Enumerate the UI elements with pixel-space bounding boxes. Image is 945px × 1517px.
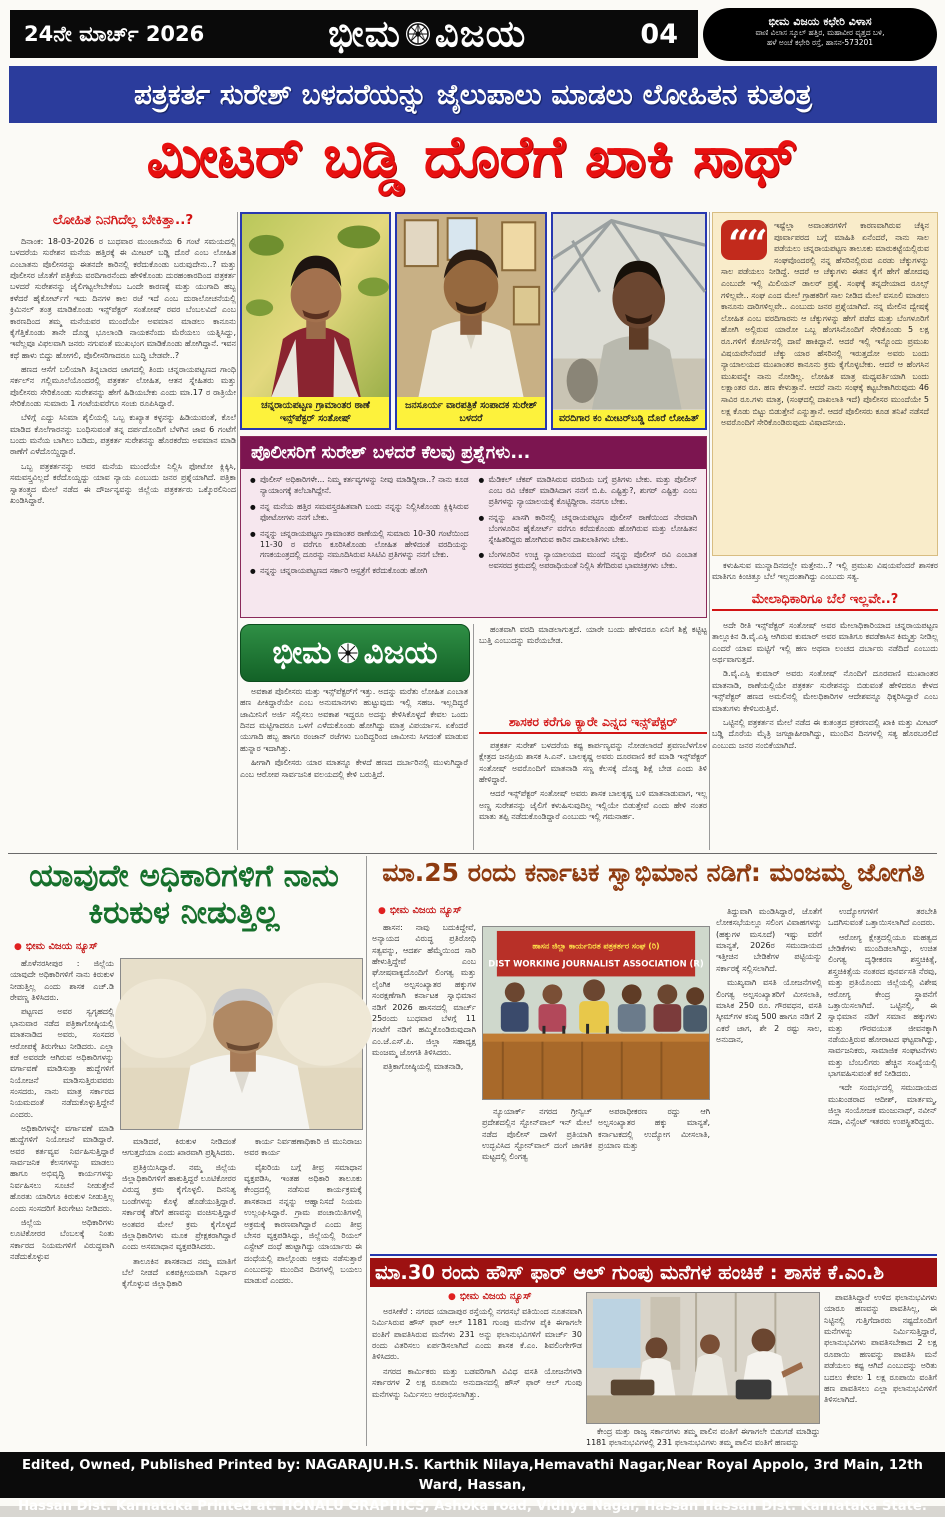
lead-right-top bbox=[712, 560, 938, 590]
masthead bbox=[214, 12, 640, 56]
question-item: ● ನನ್ನನ್ನು ಚನ್ನರಾಯಪಟ್ಟಣ ಗ್ರಾಮಾಂತರ ಠಾಣೆಯಲ್ಲಿ ಸುಮಾರು 10-30 ಗಂಟೆಯಿಂದ 11-30 ರ ವರೆಗೂ ಕೂರಿಸಿಕೊಂಡು ಲೋಹಿತ ಹೇಳಿದಂತೆ ವರದಿಯನ್ನು ಗಣಕಯಂತ್ರದಲ್ಲಿ ದೂರನ್ನು ನಮೂದಿಸಿರುವ ಸಿಸಿಟಿವಿ ಪ್ರತಿಗಳನ್ನು ನನಗೆ ಬೇಕು. bbox=[250, 529, 469, 562]
questions-box-title: ಪೊಲೀಸರಿಗೆ ಸುರೇಶ್ ಬಳದರೆ ಕೆಲವು ಪ್ರಶ್ನೆಗಳು... bbox=[241, 437, 706, 469]
imprint-line1: Edited, Owned, Published Printed by: NAGARAJU.H.S. Karthik Nilaya,Hemavathi Nagar,Near Royal Appolo, 3rd Main, 12th Ward, Hassan, bbox=[22, 1458, 923, 1494]
page-number: 04 bbox=[640, 18, 678, 50]
paragraph: ಹಾಸನ: ನಾವು ಬದುಕಿದ್ದೇವೆ, ಅನ್ಯಾಯದ ವಿರುದ್ಧ ಪ್ರತಿರೋಧಿ ಸತ್ವವನ್ನು, ಆದರ್ಶ ಹೆಮ್ಮೆಯಿಂದ ಸಾರಿ ಹೇಳುತ್ತಿದ್ದೇವೆ ಎಂಬ ಘೋಷವಾಕ್ಯದೊಂದಿಗೆ ಲಿಂಗತ್ವ ಮತ್ತು ಲೈಂಗಿಕ ಅಲ್ಪಸಂಖ್ಯಾತರ ಹಕ್ಕುಗಳ ಸಂರಕ್ಷಣೆಗಾಗಿ ಕರ್ನಾಟಕ ಸ್ವಾಭಿಮಾನ ನಡಿಗೆ 2026 ಹಾಸನದಲ್ಲಿ ಮಾರ್ಚ್ 25ರಂದು ಬುಧವಾರ ಬೆಳಗ್ಗೆ 11 ಗಂಟೆಗೆ ನಡಿಗೆ ಹಮ್ಮಿಕೊಂಡಿರುವುದಾಗಿ ಎಂ.ಜೆ.ಎಸ್.ಪಿ. ಜಿಲ್ಲಾ ಸಹಾಧ್ಯಕ್ಷ ಮಂಜಮ್ಮ ಜೋಗತಿ ತಿಳಿಸಿದರು. bbox=[372, 923, 476, 1057]
portrait-photo bbox=[242, 214, 389, 397]
paragraph: ಕಳುಹಿಸುವ ಮುನ್ನಾದಿನದಲ್ಲೇ ಮತ್ತೇನು..? ಇಲ್ಲಿ ಪ್ರಮುಖ ವಿಷಯವೆಂದರೆ ಶಾಸಕರ ಮಾತಿಗೂ ಕಿಂಚಿತ್ತೂ ಬೆಲೆ ಇಲ್ಲದಂತಾಗಿದ್ದು ಎಂಬುದು ಸತ್ಯ. bbox=[712, 561, 938, 582]
lead-subhead-2: ಶಾಸಕರ ಕರೆಗೂ ಕ್ಯಾರೇ ಎನ್ನದ ಇನ್ಸ್‌ಪೆಕ್ಟರ್ bbox=[479, 714, 707, 734]
bheema-vijaya-logo bbox=[240, 624, 470, 682]
quote-box bbox=[712, 212, 938, 556]
strap-headline: ಪತ್ರಕರ್ತ ಸುರೇಶ್ ಬಳದರೆಯನ್ನು ಜೈಲುಪಾಲು ಮಾಡಲು ಲೋಹಿತನ ಕುತಂತ್ರ bbox=[9, 66, 937, 123]
photo-mla-revanna bbox=[120, 958, 363, 1130]
main-headline: ಮೀಟರ್ ಬಡ್ಡಿ ದೊರೆಗೆ ಖಾಕಿ ಸಾಥ್ bbox=[146, 124, 799, 190]
harass-column-b bbox=[122, 1136, 236, 1444]
office-address-line1: ವಾಣಿ ವಿಲಾಸ ಸ್ಕೂಲ್ ಹತ್ತಿರ, ಮಹಾವೀರ ವೃತ್ತದ ಬಳಿ, bbox=[755, 28, 885, 38]
header-bar bbox=[10, 10, 698, 58]
paragraph: ಅಧಿಕಾರಿಗಳನ್ನೇ ವರ್ಗಾವಣೆ ಮಾಡಿ ಹುದ್ದೆಗಳಿಗೆ ನಿಯೋಜನೆ ಮಾಡಿದ್ದಾರೆ. ಅವರ ಕರ್ತವ್ಯವ ನಿರ್ವಹಿಸುತ್ತಿದ್ದಾರೆ ಸಾರ್ವಜನಿಕ ಕೆಲಸಗಳನ್ನು ಮಾಡಲು ಹಾಗೂ ಅಭಿವೃದ್ಧಿ ಕಾರ್ಯಗಳನ್ನು ನಿರ್ವಹಿಸಲು ಸೂಚನೆ ನೀಡುತ್ತೇನೆ ಹೊರತು ಯಾರಿಗೂ ಕಿರುಕುಳ ನೀಡುತ್ತಿಲ್ಲ ಎಂದು ಸಂಸದರಿಗೆ ತಿರುಗೇಟು ನೀಡಿದರು. bbox=[10, 1124, 114, 1213]
paragraph: ಆದರೆ ಇನ್ಸ್‌ಪೆಕ್ಟರ್ ಸಂತೋಷ್ ಅವರು ಶಾಸಕ ಬಾಲಕೃಷ್ಣ ಬಳಿ ಮಾತನಾಡುವಾಗ, ಇಲ್ಲ ಅಣ್ಣ ಸುರೇಶನನ್ನು ಜೈಲಿಗೆ ಕಳುಹಿಸುವುದಿಲ್ಲ ಇಲ್ಲಿಯೇ ಬಿಡುತ್ತೇವೆ ಎಂದು ಹೇಳಿ ನಂತರ ಮಾತು ತಪ್ಪಿ ನಡೆದುಕೊಂಡಿದ್ದಾರೆ ಎಂಬುದು ಇಲ್ಲಿ ಗಮನಾರ್ಹ. bbox=[479, 789, 707, 822]
paragraph: ಪತ್ರಕರ್ತ ಸುರೇಶ್ ಬಳದರೆಯ ಕಷ್ಟ ಕಾರ್ಪಣ್ಯವನ್ನು ನೋಡಲಾರದೆ ಶ್ರವಣಬೆಳಗೊಳ ಕ್ಷೇತ್ರದ ಜನಪ್ರಿಯ ಶಾಸಕ ಸಿ.ಎನ್. ಬಾಲಕೃಷ್ಣ ಅವರು ದೂರವಾಣಿ ಕರೆ ಮಾಡಿ ಇನ್ಸ್‌ಪೆಕ್ಟರ್ ಸಂತೋಷ್ ಅವರೊಂದಿಗೆ ಮಾತನಾಡಿ ಸಣ್ಣ ಕೆಲಸಕ್ಕೆ ದೊಡ್ಡ ಶಿಕ್ಷೆ ಬೇಡ ಎಂದು ತಿಳಿ ಹೇಳಿದ್ದಾರೆ. bbox=[479, 741, 707, 785]
photo-press-conference bbox=[482, 926, 710, 1100]
section-divider-blue bbox=[370, 1254, 937, 1256]
paragraph: ನ್ಯೂಯಾರ್ಕ್ ನಗರದ ಗ್ರೀನ್ವಿಚ್ ಪ್ರದೇಶದಲ್ಲಿನ ಸ್ಟೋನ್‌ವಾಲ್ ಇನ್ ಮೇಲೆ ನಡೆದ ಪೊಲೀಸ್ ದಾಳಿಗೆ ಪ್ರತಿಯಾಗಿ ಉದ್ಭವಿಸಿದ ಸ್ಟೋನ್‌ವಾಲ್ ದಂಗೆ ಜಾಗತಿಕ ಮಟ್ಟದಲ್ಲಿ ಲಿಂಗತ್ವ bbox=[482, 1107, 592, 1162]
quote-text: ಇಷ್ಟೆಲ್ಲಾ ಅವಾಂತರಗಳಿಗೆ ಕಾರಣವಾಗಿರುವ ಚೆಕ್ಕಿನ ಪೂರ್ವಾಪರದ ಬಗ್ಗೆ ಮಾಹಿತಿ ಏನೆಂದರೆ, ನಾನು ಸಾಲ ಪಡೆಯಲು ಚನ್ನರಾಯಪಟ್ಟಣ ತಾಲೂಕು ಮಾರುಕಟ್ಟೆಯಲ್ಲಿರುವ ಸಂಘವೊಂದರಲ್ಲಿ ನನ್ನ ಹೆಸರಿನಲ್ಲಿರುವ ಎರಡು ಚೆಕ್ಕುಗಳನ್ನು ಸಾಲ ಪಡೆಯಲು ನೀಡಿದ್ದೆ. ಆದರೆ ಆ ಚೆಕ್ಕುಗಳು ಈತನ ಕೈಗೆ ಹೇಗೆ ಹೋದವು ಎಂಬುದೇ ಇಲ್ಲಿ ಮಿಲಿಯನ್ ಡಾಲರ್ ಪ್ರಶ್ನೆ. ಸಂಘಕ್ಕೆ ತನ್ನದೇಯಾದ ರೂಲ್ಸ್ ಗಳಿಲ್ಲವೇ.. ಸಂಘ ಎಂದ ಮೇಲೆ ಗ್ರಾಹಕರಿಗೆ ಸಾಲ ನೀಡಿದ ಮೇಲೆ ವಸೂಲಿ ಮಾಡಲು ಕಾನೂನು ದಾರಿಗಳಿಲ್ಲವೇ.. ಎಂಬುದು ಜನರ ಪ್ರಶ್ನೆಯಾಗಿದೆ. ನನ್ನ ಮೇಲಿನ ದ್ವೇಷಕ್ಕೆ ಲೋಹಿತ ಎಂಬ ವರದಿಗಾರನು ಆ ಚೆಕ್ಕುಗಳನ್ನು ಹೇಗೆ ಪಡೆದ ಮತ್ತು ಬೆಂಗಳೂರಿಗೆ ಹೋಗಿ ಅಲ್ಲಿರುವ ಯಾರೋ ಒಬ್ಬ ಹೆಂಗಸಿನೊಂದಿಗೆ ಸೇರಿಕೊಂಡು 5 ಲಕ್ಷ ರೂ.ಗಳಿಗೆ ಕೋರ್ಟಿನಲ್ಲಿ ದಾವೆ ಹಾಕಿದ್ದಾನೆ. ಆದರೆ ಇಲ್ಲಿ ಇನ್ನೊಂದು ಪ್ರಮುಖ ವಿಷಯವೇನೆಂದರೆ ಚೆಕ್ಕು ಯಾರ ಹೆಸರಿನಲ್ಲಿ ಇರುತ್ತದೋ ಅವರು ಬಂದು ನ್ಯಾಯಾಲಯದ ಮುಖಾಂತರ ಕಾನೂನು ಕ್ರಮ ಕೈಗೊಳ್ಳಬೇಕು. ಆದರೆ ಆ ಹೆಂಗಸಿನ ಮುಖವನ್ನೇ ನಾನು ನೋಡಿಲ್ಲ. ಲೋಹಿತ ಮಾತ್ರ ಮಧ್ಯವರ್ತಿಯಾಗಿ ಬಂದು ಲಕ್ಷಾಂತರ ರೂ. ಹಣ ಕೇಳುತ್ತಾನೆ. ಆದರೆ ನಾನು ಸಂಘಕ್ಕೆ ಕಟ್ಟಬೇಕಾಗಿರುವುದು 46 ಸಾವಿರ ರೂ.ಗಳು ಮಾತ್ರ, (ಸಂಘದಲ್ಲಿ ದಾಖಲಾತಿ ಇದೆ) ಪೊಲೀಸರ ಮುಂದೆಯೇ 5 ಲಕ್ಷ ಕೊಡು ಬಿಟ್ಟು ಬಿಡುತ್ತೇನೆ ಎನ್ನುತ್ತಾನೆ. ಆದರೆ ಪೊಲೀಸರು ಕೂಡ ತನಿಖೆ ನಡೆಸದೆ ಅವರೊಂದಿಗೆ ಸೇರಿಕೊಂಡಿರುವುದು ವಿಷಾದನೀಯ. bbox=[721, 221, 929, 428]
press-banner-english: DIST WORKING JOURNALIST ASSOCIATION (R) bbox=[488, 958, 704, 969]
lead-mid-right-top bbox=[479, 624, 707, 712]
photo-caption: ವರದಿಗಾರ ಕಂ ಮೀಟರ್‌ಬಡ್ಡಿ ದೊರೆ ಲೋಹಿತ್ bbox=[553, 410, 705, 428]
column-rule bbox=[473, 624, 474, 850]
paragraph: ಅದೇ ರೀತಿ ಇನ್ಸ್‌ಪೆಕ್ಟರ್ ಸಂತೋಷ್ ಅವರ ಮೇಲಾಧಿಕಾರಿಯಾದ ಚನ್ನರಾಯಪಟ್ಟಣ ತಾಲ್ಲೂಕಿನ ಡಿ.ವೈ.ಎಸ್ಪಿ ಆಗಿರುವ ಕುಮಾರ್ ಅವರ ಮಾತಿಗೂ ಕವಡೆಕಾಸಿನ ಕಿಮ್ಮತ್ತು ನೀಡಿಲ್ಲ ಎಂದರೆ ಯಾವ ಮಟ್ಟಿಗೆ ಇಲ್ಲಿ ಹಣ ಅಥವಾ ಲಂಚದ ದರ್ಬಾರು ನಡೆದಿದೆ ಎಂಬುದು ಅರ್ಥವಾಗುತ್ತದೆ. bbox=[712, 621, 938, 665]
portrait-photo bbox=[397, 214, 545, 397]
byline: ● ಭೀಮ ವಿಜಯ ನ್ಯೂಸ್ bbox=[378, 905, 462, 916]
photo-reporter-lohith bbox=[551, 212, 707, 430]
paragraph: ಮುಖ್ಯವಾಗಿ ವಸತಿ ಯೋಜನೆಗಳಲ್ಲಿ ಲಿಂಗತ್ವ ಅಲ್ಪಸಂಖ್ಯಾತರಿಗೆ ಮೀಸಲಾತಿ, ಮಾಸಿಕ 250 ರೂ. ಗೌರವಧನ, ವಸತಿ ಸ್ಕೀಮ್‌ಗಳ ಕನಿಷ್ಠ 500 ಹಾಗೂ ನಡಿಗೆ 2 ಎಕರೆ ಜಾಗ, ಶೇ 2 ರಷ್ಟು ಸಾಲ, ಅನುದಾನ, bbox=[716, 978, 822, 1044]
masthead-right: ವಿಜಯ bbox=[434, 12, 527, 55]
logo-right: ವಿಜಯ bbox=[363, 634, 438, 671]
harass-column-a bbox=[10, 958, 114, 1444]
paragraph: ನಗರದ ಕಾರ್ಮಿಕರು ಮತ್ತು ಬಡವರಿಗಾಗಿ ವಿವಿಧ ವಸತಿ ಯೋಜನೆಗಳಡಿ ಸರ್ಕಾರಗಳ 2 ಲಕ್ಷ ರೂಪಾಯಿ ಅನುದಾನದಲ್ಲಿ ಹೌಸ್ ಫಾರ್ ಆಲ್ ಗುಂಪು ಮನೆಗಳನ್ನು ನಿರ್ಮಿಸಲು ಆರಂಭಿಸಲಾಗಿತ್ತು. bbox=[372, 1366, 582, 1399]
masthead-left: ಭೀಮ bbox=[328, 12, 401, 55]
lead-mid-left-column bbox=[240, 686, 468, 850]
paragraph: ಅಪರಾಧೀಕರಣ ರದ್ದು ಆಗಿ ಅಲ್ಪಸಂಖ್ಯಾತರ ಹಕ್ಕು ಮಾನ್ಯತೆ, ಕರ್ನಾಟಕದಲ್ಲಿ ಉದ್ಯೋಗ ಮೀಸಲಾತಿ, ಪ್ರಯಾಣ ಮತ್ತು bbox=[598, 1107, 710, 1151]
walk-column-e bbox=[828, 906, 937, 1252]
paragraph: ತಾಲೂಕಿನ ಶಾಸಕನಾದ ನಮ್ಮ ಮಾತಿಗೆ ಬೆಲೆ ನೀಡದೆ ಏಕಪಕ್ಷೀಯವಾಗಿ ನಿರ್ಧಾರ ಕೈಗೊಳ್ಳುವ ಜಿಲ್ಲಾಧಿಕಾರಿ bbox=[122, 1256, 236, 1289]
paragraph: ಕಾರ್ಯ ನಿರ್ವಹಣಾಧಿಕಾರಿ ಜಿ ಮುನಿರಾಜು ಅವರ ಕಾರ್ಯ bbox=[244, 1137, 362, 1158]
houses-column-b bbox=[824, 1292, 937, 1446]
questions-list-left bbox=[250, 475, 469, 582]
question-item: ● ನನ್ನನ್ನು ಚನ್ನರಾಯಪಟ್ಟಣದ ಸರ್ಕಾರಿ ಆಸ್ಪತ್ರೆಗೆ ಕರೆದುಕೊಂಡು ಹೋಗಿ bbox=[250, 566, 469, 577]
office-address-line2: ಹಳೆ ಅಂಚೆ ಕಛೇರಿ ರಸ್ತೆ, ಹಾಸನ-573201 bbox=[766, 37, 874, 47]
paragraph: ಪಟ್ಟಣದ ಅವರ ಸ್ವಗೃಹದಲ್ಲಿ ಭಾನುವಾರ ನಡೆದ ಪತ್ರಿಕಾಗೋಷ್ಠಿಯಲ್ಲಿ ಮಾತನಾಡಿದ ಅವರು, ಸಂಸದರ ಆರೋಪಕ್ಕೆ ತಿರುಗೇಟು ನೀಡಿದರು. ಎಲ್ಲಾ ಕಡೆ ಅವರದೇ ಆಗಿರುವ ಅಧಿಕಾರಿಗಳನ್ನು ವರ್ಗಾವಣೆ ಮಾಡಿಸುತ್ತಾ ಹುದ್ದೆಗಳಿಗೆ ನಿಯೋಜನೆ ಮಾಡಿಸುತ್ತಿರುವವರು ಸಂಸದರು, ನಾನು ಮಾತ್ರ ಸರ್ಕಾರದ ನಿಯಮದಂತೆ ನಡೆದುಕೊಳ್ಳುತ್ತಿದ್ದೇನೆ ಎಂದರು. bbox=[10, 1007, 114, 1119]
office-address-box bbox=[703, 8, 937, 61]
paragraph: ಹಣದ ಆಸೆಗೆ ಬಲಿಯಾಗಿ ತಿನ್ನಬಾರದ ಜಾಗದಲ್ಲಿ ತಿಂದು ಚನ್ನರಾಯಪಟ್ಟಣದ ಗಾಂಧಿ ಸರ್ಕಲ್‌ನ ಗಲ್ಲಿಮೂಲೆಯೊಂದರಲ್ಲಿ ಪತ್ರಕರ್ತ ಲೋಹಿತ, ಆತನ ಸ್ನೇಹಿತರು ಮತ್ತು ಪೊಲೀಸರು ಸೇರಿಕೊಂಡು ಸುರೇಶನನ್ನು ಹೇಗೆ ಹಿಡಿಯಬೇಕು ಎಂದು ಮಾ.17 ರ ರಾತ್ರಿಯೇ ಸೇರಿಕೊಂಡು ಸುಮಾರು 1 ಗಂಟೆಯವರೆಗೂ ಸಂಚು ರೂಪಿಸಿದ್ದಾರೆ. bbox=[10, 364, 236, 409]
section-divider bbox=[8, 853, 937, 854]
paragraph: ಅವಕಾಶ ಪೊಲೀಸರು ಮತ್ತು ಇನ್ಸ್‌ಪೆಕ್ಟರ್‌ಗೆ ಇತ್ತು. ಅದನ್ನು ಮರೆತು ಲೋಹಿತ ಎಂಬಾತ ಹಣ ಪೀಕಿದ್ದಾರೆಯೇ ಎಂಬ ಅನುಮಾನಗಳು ಹುಟ್ಟುವುದು ಇಲ್ಲಿ ಸಹಜ. ಇಲ್ಲದಿದ್ದರೆ ಜಾಮೀನಿಗೆ ಅರ್ಜಿ ಸಲ್ಲಿಸಲು ಅವಕಾಶ ಇದ್ದರೂ ಅದನ್ನು ಕೇಳಿಸಿಕೊಳ್ಳದೆ ಕೇವಲ ಒಂದು ದಿನದ ಮಟ್ಟಿಗಾದರೂ ಒಳಗೆ ಎಳೆದುಕೊಂಡು ಹೋಗಿದ್ದು ಮಾತ್ರ ವಿಪರ್ಯಾಸ. ಏಕೆಂದರೆ ಯುಗಾದಿ ಹಬ್ಬ ಹಾಗೂ ರಂಜಾನ್ ರಜೆಗಳು ಬಂದಿದ್ದರಿಂದ ಜಾಮೀನು ಸಿಗದಂತೆ ಮಾಡುವ ಹುನ್ನಾರ ಇದಾಗಿತ್ತು. bbox=[240, 687, 468, 753]
questions-list-right bbox=[479, 475, 698, 582]
paragraph: ಹೊಳೆನರಸೀಪುರ : ಜಿಲ್ಲೆಯ ಯಾವುದೇ ಅಧಿಕಾರಿಗಳಿಗೆ ನಾನು ಕಿರುಕುಳ ನೀಡುತ್ತಿಲ್ಲ ಎಂದು ಶಾಸಕ ಎಚ್.ಡಿ ರೇವಣ್ಣ ತಿಳಿಸಿದರು. bbox=[10, 959, 114, 1003]
photo-editor-suresh bbox=[395, 212, 547, 430]
harass-column-c bbox=[244, 1136, 362, 1444]
walk-column-d bbox=[716, 906, 822, 1252]
imprint-line2: Hassan Dist. Karnataka Printed at: HONALU GRAPHICS, Ashoka road, Vidhya Nagar, Hassan Hassan Dist. Karnataka State. bbox=[18, 1498, 927, 1514]
lead-column-1 bbox=[10, 236, 236, 850]
logo-left: ಭೀಮ bbox=[272, 634, 332, 671]
lead-subhead-1: ಲೋಹಿತ ನಿನಗಿದೆಲ್ಲ ಬೇಕಿತ್ತಾ..? bbox=[52, 212, 194, 228]
question-item: ● ನನ್ನನ್ನು ಖಾಸಗಿ ಕಾರಿನಲ್ಲಿ ಚನ್ನರಾಯಪಟ್ಟಣ ಪೊಲೀಸ್ ಠಾಣೆಯಿಂದ ನೇರವಾಗಿ ಬೆಂಗಳೂರಿನ ಹೈಕೋರ್ಟ್ ವರೆಗೂ ಕರೆದುಕೊಂಡು ಹೋಗಿರುವ ಮತ್ತು ಲೋಹಿತನ ಸ್ನೇಹಿತರಿದ್ದರು ಹೋಗಿರುವ ಕಾರಿನ ದಾಖಲಾತಿಗಳು ಬೇಕು. bbox=[479, 513, 698, 546]
question-item: ● ಪೊಲೀಸ್ ಅಧಿಕಾರಿಗಳೇ... ನಿಮ್ಮ ಕರ್ತವ್ಯಗಳನ್ನು ನೀವು ಮಾಡಿದ್ದೀರಾ..? ನಾನು ಕೂಡ ನ್ಯಾಯಾಂಗಕ್ಕೆ ತಲೆಬಾಗಿದ್ದೇನೆ. bbox=[250, 475, 469, 497]
paragraph: ಅರಸೀಕೆರೆ : ನಗರದ ಯಾದಾಪುರ ರಸ್ತೆಯಲ್ಲಿ ನಗರಸಭೆ ವತಿಯಿಂದ ನೂತನವಾಗಿ ನಿರ್ಮಿಸಿರುವ ಹೌಸ್ ಫಾರ್ ಆಲ್ 1181 ಗುಂಪು ಮನೆಗಳ ಪೈಕಿ ಈಗಾಗಲೇ ವಂತಿಗೆ ಪಾವತಿಸಿರುವ ಮನೆಗಳು 231 ಅನ್ನು ಫಲಾನುಭವಿಗಳಿಗೆ ಮಾರ್ಚ್ 30 ರಂದು ವಿತರಿಸಲು ಏರ್ಪಡಿಸಲಾಗಿದೆ ಎಂದು ಶಾಸಕ ಕೆ.ಎಂ. ಶಿವಲಿಂಗೇಗೌಡ ತಿಳಿಸಿದರು. bbox=[372, 1307, 582, 1362]
paragraph: ಆರೋಗ್ಯ ಕ್ಷೇತ್ರದಲ್ಲಿಯೂ ಮಹತ್ವದ ಬೇಡಿಕೆಗಳು ಮುಂದಿಡಲಾಗಿದ್ದು, ಉಚಿತ ಲಿಂಗತ್ವ ದೃಢೀಕರಣ ಶಸ್ತ್ರಚಿಕಿತ್ಸೆ, ಶಸ್ತ್ರಚಿಕಿತ್ಸೆಯ ನಂತರದ ಪುನರ್ವಸತಿ ನೆರವು, ಮತ್ತು ಪ್ರತಿಯೊಂದು ಜಿಲ್ಲೆಯಲ್ಲಿ ವಿಶೇಷ ಆರೋಗ್ಯ ಕೇಂದ್ರ ಸ್ಥಾಪನೆಗೆ ಒತ್ತಾಯಿಸಲಾಗಿದೆ. ಒಟ್ಟಿನಲ್ಲಿ, ಈ ಸ್ವಾಭಿಮಾನ ನಡಿಗೆ ಸಮಾನ ಹಕ್ಕುಗಳು ಮತ್ತು ಗೌರವಯುತ ಜೀವನಕ್ಕಾಗಿ ನಡೆಯುತ್ತಿರುವ ಹೋರಾಟದ ಘಟ್ಟವಾಗಿದ್ದು, ಸಾರ್ವಜನಿಕರು, ಸಾಮಾಜಿಕ ಸಂಘಟನೆಗಳು ಮತ್ತು ಬೆಂಬಲಿಗರು ಹೆಚ್ಚಿನ ಸಂಖ್ಯೆಯಲ್ಲಿ ಭಾಗವಹಿಸುವಂತೆ ಕರೆ ನೀಡಿದರು. bbox=[828, 932, 937, 1079]
paragraph: ಹೀಗಾಗಿ ಪೊಲೀಸರು ಯಾರ ಮಾತನ್ನೂ ಕೇಳದೆ ಹಣದ ದರ್ಬಾರಿನಲ್ಲಿ ಮುಳುಗಿದ್ದಾರೆ ಎಂಬ ಆರೋಪ ಸಾರ್ವಜನಿಕ ವಲಯದಲ್ಲಿ ಕೇಳಿ ಬರುತ್ತಿದೆ. bbox=[240, 758, 468, 779]
questions-box bbox=[240, 436, 707, 618]
paragraph: ವೈಖರಿಯ ಬಗ್ಗೆ ತೀವ್ರ ಸಮಾಧಾನ ವ್ಯಕ್ತಪಡಿಸಿ, ಇಂತಹ ಅಧಿಕಾರಿ ತಾಲೂಕು ಕೇಂದ್ರದಲ್ಲಿ ನಡೆಸುವ ಕಾರ್ಯಕ್ರಮಕ್ಕೆ ಶಾಸಕನಾದ ನನ್ನನ್ನು ಆಹ್ವಾನಿಸದೆ ನಿಯಮ ಉಲ್ಲಂಘಿಸಿದ್ದಾರೆ. ಗ್ರಾಮ ಪಂಚಾಯಿತಿಗಳಲ್ಲಿ ಅಕ್ರಮಕ್ಕೆ ಕಾರಣವಾಗಿದ್ದಾರೆ ಎಂದು ತೀವ್ರ ಬೇಸರ ವ್ಯಕ್ತಪಡಿಸಿದ್ದು, ಜಿಲ್ಲೆಯಲ್ಲಿ ರಿಯಲ್ ಎಸ್ಟೇಟ್ ದಂಧೆ ಹುಟ್ಟಾಗಿದ್ದು ಯಾರ್ಯಾರು ಈ ದಂಧೆಯಲ್ಲಿ ಪಾಲ್ಗೊಂಡು ಅಕ್ರಮ ನಡೆಸುತ್ತಾರೆ ಎಂಬುದನ್ನು ಮುಂದಿನ ದಿನಗಳಲ್ಲಿ ಬಯಲು ಮಾಡುವೆ ಎಂದರು. bbox=[244, 1162, 362, 1286]
houses-column-a bbox=[372, 1306, 582, 1446]
paragraph: ಪ್ರತಿಕ್ರಿಯಿಸಿದ್ದಾರೆ. ನಮ್ಮ ಜಿಲ್ಲೆಯ ಜಿಲ್ಲಾಧಿಕಾರಿಗಳಿಗೆ ಹಾಕುತ್ತಿದ್ದರೆ ಲೂಟಿಕೋರರ ವಿರುದ್ಧ ಕ್ರಮ ಕೈಗೊಳ್ಳಲಿ. ದಿನನಿತ್ಯ ಬಂಡೆಗಳನ್ನು ಕೊಳ್ಳೆ ಹೊಡೆಯುತ್ತಿದ್ದಾರೆ. ಸರ್ಕಾರಕ್ಕೆ ತೆರಿಗೆ ಹಣವನ್ನು ವಂಚಿಸುತ್ತಿದ್ದಾರೆ ಅಂತವರ ಮೇಲೆ ಕ್ರಮ ಕೈಗೊಳ್ಳದೆ ಜಿಲ್ಲಾಧಿಕಾರಿಗಳು ಮೂಕ ಪ್ರೇಕ್ಷಕರಾಗಿದ್ದಾರೆ ಎಂದು ಅಸಮಾಧಾನ ವ್ಯಕ್ತಪಡಿಸಿದರು. bbox=[122, 1162, 236, 1252]
imprint-footer bbox=[0, 1452, 945, 1514]
paragraph: ಕೇಂದ್ರ ಮತ್ತು ರಾಜ್ಯ ಸರ್ಕಾರಗಳು ತಮ್ಮ ಪಾಲಿನ ವಂತಿಗೆ ಈಗಾಗಲೇ ಬಿಡುಗಡೆ ಮಾಡಿದ್ದು 1181 ಫಲಾನುಭವಿಗಳಲ್ಲಿ 231 ಫಲಾನುಭವಿಗಳು ತಮ್ಮ ಪಾಲಿನ ವಂತಿಗೆ ಹಣವನ್ನು bbox=[586, 1427, 820, 1448]
houses-under-photo bbox=[586, 1426, 820, 1446]
photo-caption: ಜನಸೂರ್ಯ ವಾರಪತ್ರಿಕೆ ಸಂಪಾದಕ ಸುರೇಶ್ ಬಳದರೆ bbox=[397, 397, 545, 428]
walk-column-b bbox=[482, 1106, 592, 1252]
question-item: ● ಮೆಡಿಕಲ್ ಚೆಕಪ್ ಮಾಡಿಸಿರುವ ವರದಿಯ ಬಗ್ಗೆ ಪ್ರತಿಗಳು ಬೇಕು. ಮತ್ತು ಪೊಲೀಸ್ ಎಂಬ ರವಿ ಚೆಕಪ್ ಮಾಡಿಸಿದಾಗ ನನಗೆ ಬಿ.ಪಿ. ಎಷ್ಟಿತ್ತು?, ಶುಗರ್ ಎಷ್ಟಿತ್ತು ಎಂಬ ಪ್ರತಿಗಳನ್ನು ನ್ಯಾಯಾಲಯಕ್ಕೆ ಕೊಟ್ಟಿದ್ದೀರಾ. ನನಗೂ ಬೇಕು. bbox=[479, 475, 698, 508]
walk-column-c bbox=[598, 1106, 710, 1252]
paragraph: ತಿದ್ದುವಾಗಿ ಮಂಡಿಸಿದ್ದಾರೆ, ಜೊತೆಗೆ ಲೋಕಸಭೆಯಲ್ಲೂ ಸಲಿಂಗ ವಿವಾಹಗಳನ್ನು (ಹಕ್ಕುಗಳ ಮಸೂದೆ) ಇಷ್ಟು ವರೆಗೆ ಮಾನ್ಯತೆ, 2026ರ ಸಮುದಾಯದ ಇತ್ತೀಚಿನ ಬೇಡಿಕೆಗಳ ಪಟ್ಟಿಯನ್ನು ಸರ್ಕಾರಕ್ಕೆ ಸಲ್ಲಿಸಲಾಗಿದೆ. bbox=[716, 907, 822, 973]
paragraph: ಪತ್ರಿಕಾಗೋಷ್ಠಿಯಲ್ಲಿ ಮಾತನಾಡಿ, bbox=[383, 1062, 464, 1072]
houses-headline: ಮಾ.30 ರಂದು ಹೌಸ್ ಫಾರ್ ಆಲ್ ಗುಂಪು ಮನೆಗಳ ಹಂಚಿಕೆ : ಶಾಸಕ ಕೆ.ಎಂ.ಶಿ bbox=[370, 1258, 937, 1287]
column-rule bbox=[709, 212, 710, 850]
paragraph: ಮಾಡಿದರೆ, ಕಿರುಕುಳ ನೀಡಿದಂತೆ ಆಗುತ್ತದೆಯಾ ಎಂದು ಖಾರವಾಗಿ ಪ್ರಶ್ನಿಸಿದರು. bbox=[122, 1137, 236, 1158]
question-item: ● ಬೆಂಗಳೂರಿನ ಉಚ್ಚ ನ್ಯಾಯಾಲಯದ ಮುಂದೆ ನನ್ನನ್ನು ಪೊಲೀಸ್ ರವಿ ಎಂಬಾತ ಅವಸರದ ಕ್ರಮದಲ್ಲಿ ಅಪರಾಧಿಯಂತೆ ನಿಲ್ಲಿಸಿ ತೆಗೆದಿರುವ ಭಾವಚಿತ್ರಗಳು ಬೇಕು. bbox=[479, 550, 698, 572]
column-rule bbox=[237, 212, 238, 850]
photo-mla-meeting bbox=[586, 1292, 820, 1424]
photo-caption: ಚನ್ನರಾಯಪಟ್ಟಣ ಗ್ರಾಮಾಂತರ ಠಾಣೆ ಇನ್ಸ್‌ಪೆಕ್ಟರ್ ಸಂತೋಷ್ bbox=[242, 397, 389, 428]
press-banner-kannada: ಹಾಸನ ಜಿಲ್ಲಾ ಕಾರ್ಯನಿರತ ಪತ್ರಕರ್ತರ ಸಂಘ (ರಿ) bbox=[532, 941, 660, 951]
chakra-icon bbox=[336, 641, 360, 665]
portrait-photo bbox=[553, 214, 705, 410]
paragraph: ಪಾವತಿಸಿದ್ದಾರೆ ಉಳಿದ ಫಲಾನುಭವಿಗಳು ಯಾರೂ ಹಣವನ್ನು ಪಾವತಿಸಿಲ್ಲ, ಈ ನಿಟ್ಟಿನಲ್ಲಿ ಗುತ್ತಿಗೆದಾರರು ನಷ್ಟದೊಂದಿಗೆ ಮನೆಗಳನ್ನು ನಿರ್ಮಿಸುತ್ತಿದ್ದಾರೆ, ಫಲಾನುಭವಿಗಳು ಪಾವತಿಸಬೇಕಾದ 2 ಲಕ್ಷ ರೂಪಾಯಿ ಹಣವನ್ನು ಪಾವತಿಸಿ ಮನೆ ಪಡೆಯಲು ಕಷ್ಟ ಆಗಿದೆ ಎಂಬುದನ್ನು ಅರಿತು ಬದಲು ಕೇವಲ 1 ಲಕ್ಷ ರೂಪಾಯಿ ವಂತಿಗೆ ಹಣ ಪಾವತಿಸಲು ಎಲ್ಲಾ ಫಲಾನುಭವಿಗಳಿಗೆ ತಿಳಿಸಲಾಗಿದೆ. bbox=[824, 1293, 937, 1405]
paragraph: ಹಂತವಾಗಿ ವರದಿ ಮಾಡಲಾಗುತ್ತದೆ. ಯಾರೇ ಬಂದು ಹೇಳಿದರೂ ಏನಿಗೆ ಶಿಕ್ಷೆ ಕಟ್ಟಿಟ್ಟ ಬುತ್ತಿ ಎಂಬುದನ್ನು ಮರೆಯಬೇಡ. bbox=[479, 625, 707, 646]
harass-headline: ಯಾವುದೇ ಅಧಿಕಾರಿಗಳಿಗೆ ನಾನು ಕಿರುಕುಳ ನೀಡುತ್ತಿಲ್ಲ bbox=[29, 858, 339, 931]
lead-subhead-3: ಮೇಲಾಧಿಕಾರಿಗೂ ಬೆಲೆ ಇಲ್ಲವೇ..? bbox=[712, 592, 938, 611]
paragraph: ಒಬ್ಬ ಪತ್ರಕರ್ತನನ್ನು ಅವರ ಮನೆಯ ಮುಂದೆಯೇ ನಿಲ್ಲಿಸಿ ಫೋಟೋ ಕ್ಲಿಕ್ಕಿಸಿ, ಸಮವಸ್ತ್ರವಿಲ್ಲದೆ ಕರೆದೊಯ್ದದ್ದು ಯಾವ ನ್ಯಾಯ ಎಂಬುದು ಜನರ ಪ್ರಶ್ನೆಯಾಗಿದೆ. ಪತ್ರಿಕಾ ಸ್ವಾತಂತ್ರ್ಯದ ಮೇಲೆ ನಡೆದ ಈ ದೌರ್ಜನ್ಯವನ್ನು ಜಿಲ್ಲೆಯ ಪತ್ರಕರ್ತರು ಒಕ್ಕೊರಲಿನಿಂದ ಖಂಡಿಸಿದ್ದಾರೆ. bbox=[10, 461, 236, 505]
byline: ● ಭೀಮ ವಿಜಯ ನ್ಯೂಸ್ bbox=[14, 941, 98, 952]
paragraph: ಜಿಲ್ಲೆಯ ಅಧಿಕಾರಿಗಳು ಲೂಟಿಕೋರರ ಬೆಂಬಲಕ್ಕೆ ನಿಂತು ಸರ್ಕಾರದ ನಿಯಮಗಳಿಗೆ ವಿರುದ್ಧವಾಗಿ ನಡೆದುಕೊಳ್ಳುವ bbox=[10, 1217, 114, 1261]
paragraph: ಒಟ್ಟಿನಲ್ಲಿ ಪತ್ರಕರ್ತನ ಮೇಲೆ ನಡೆದ ಈ ಕುತಂತ್ರದ ಪ್ರಕರಣದಲ್ಲಿ ಖಾಕಿ ಮತ್ತು ಮೀಟರ್ ಬಡ್ಡಿ ದೊರೆಯ ಮೈತ್ರಿ ಜಗಜ್ಜಾಹೀರಾಗಿದ್ದು, ಮುಂದಿನ ದಿನಗಳಲ್ಲಿ ಸತ್ಯ ಹೊರಬರಲಿದೆ ಎಂಬುದು ಜನರ ನಂಬಿಕೆಯಾಗಿದೆ. bbox=[712, 717, 938, 750]
lead-right-column bbox=[712, 620, 938, 850]
paragraph: ಇದೇ ಸಂದರ್ಭದಲ್ಲಿ ಸಮುದಾಯದ ಮುಖಂಡರಾದ ಆದೀಶ್, ಮಾರ್ತಮ್ಮ, ಜಿಲ್ಲಾ ಸಂಯೋಜಕ ಮಂಜುನಾಥ್, ನವೀನ್ ಸದಾ, ವಿನ್ಸೆಂಟ್ ಇತರರು ಉಪಸ್ಥಿತರಿದ್ದರು. bbox=[828, 1083, 937, 1127]
chakra-icon bbox=[404, 20, 432, 48]
walk-column-a bbox=[372, 922, 476, 1252]
question-item: ● ನನ್ನ ಮನೆಯ ಹತ್ತಿರ ಸಮವಸ್ತ್ರರಹಿತವಾಗಿ ಬಂದು ನನ್ನನ್ನು ನಿಲ್ಲಿಸಿಕೊಂಡು ಕ್ಲಿಕ್ಕಿಸಿರುವ ಫೋಟೋಗಳು ನನಗೆ ಬೇಕು. bbox=[250, 502, 469, 524]
paragraph: ಡಿ.ವೈ.ಎಸ್ಪಿ ಕುಮಾರ್ ಅವರು ಸಂತೋಷ್ ನೊಂದಿಗೆ ದೂರವಾಣಿ ಮುಖಾಂತರ ಮಾತನಾಡಿ, ಠಾಣೆಯಲ್ಲಿಯೇ ಪತ್ರಕರ್ತ ಸುರೇಶನನ್ನು ಬಿಡುವಂತೆ ಹೇಳಿದರೂ ಕೇಳದ ಇನ್ಸ್‌ಪೆಕ್ಟರ್ ಹಣದ ಅಮಲಿನಲ್ಲಿ ಮೇಲಧಿಕಾರಿಗಳ ಆದೇಶವನ್ನೂ ಧಿಕ್ಕರಿಸಿದ್ದಾರೆ ಎಂಬ ಮಾತುಗಳು ಕೇಳಿಬರುತ್ತಿವೆ. bbox=[712, 669, 938, 713]
photo-inspector-santhosh bbox=[240, 212, 391, 430]
office-title: ಭೀಮ ವಿಜಯ ಕಛೇರಿ ವಿಳಾಸ bbox=[768, 15, 872, 28]
section-rule bbox=[366, 856, 367, 1446]
paragraph: ಉದ್ಯೋಗಗಳಿಗೆ ತರಬೇತಿ ಒದಗಿಸುವಂತೆ ಒತ್ತಾಯಿಸಲಾಗಿದೆ ಎಂದರು. bbox=[828, 907, 937, 928]
byline: ● ಭೀಮ ವಿಜಯ ನ್ಯೂಸ್ bbox=[448, 1291, 532, 1302]
walk-headline: ಮಾ.25 ರಂದು ಕರ್ನಾಟಕ ಸ್ವಾಭಿಮಾನ ನಡಿಗೆ: ಮಂಜಮ್ಮ ಜೋಗತಿ bbox=[382, 858, 925, 887]
lead-mid-right-column bbox=[479, 740, 707, 850]
paragraph: ದಿನಾಂಕ: 18-03-2026 ರ ಬುಧವಾರ ಮುಂಜಾನೆಯ 6 ಗಂಟೆ ಸಮಯದಲ್ಲಿ ಬಳದರೆಯ ಸುರೇಶನ ಮನೆಯ ಹತ್ತಿರಕ್ಕೆ ಈ ಮೀಟರ್ ಬಡ್ಡಿ ದೊರೆ ಎಂಬ ಲೋಹಿತ ಎಂಬಾತನು ಪೊಲೀಸರನ್ನು ಈತನದೇ ಕಾರಿನಲ್ಲಿ ಕರೆದುಕೊಂಡು ಬರುವುದೇನು..? ಮತ್ತು ಪೊಲೀಸರ ಜೊತೆಗೆ ಪತ್ರಿಕೆಯ ವರದಿಗಾರನೆಂದು ಹೇಳಿಕೊಂಡು ದುರಹಂಕಾರದಿಂದ ಪತ್ರಕರ್ತ ಬಳದರೆ ಸುರೇಶನನ್ನು ಜೈಲಿಗಟ್ಟಲೇಬೇಕೆಂಬ ಒಂದೇ ಕಾರಣಕ್ಕೆ ಮತ್ತು ಯುಗಾದಿ ಹಬ್ಬ ಕಳೆದರೆ ಹೈಕೋರ್ಟ್‌ಗೆ ಇದು ದಿನಗಳ ಕಾಲ ರಜೆ ಇದೆ ಎಂಬ ದುರಾಲೋಚನೆಯಲ್ಲಿ ಕ್ರಿಮಿನಲ್ ತಂತ್ರ ಮಾಡಿಕೊಂಡು ಇನ್ಸ್‌ಪೆಕ್ಟರ್ ಸಂತೋಷ್ ರವರ ಬೆಂಬಲವಿದೆ ಎಂಬ ಕಾರಣದಿಂದ ತಮ್ಮ ಮನೆಯವರ ಮುಂದೆಯೇ ಅವಮಾನ ಮಾಡಲು ಕಾನೂನು ಕೈಗೆತ್ತಿಕೊಂಡು ತಾನೇ ದೊಡ್ಡ ಭೂಲಾಂಡಿ ನಾಯಕನೆಂದು ಮೆರೆಯಲು ಯತ್ನಿಸಿದ್ದು, ಇವೆಲ್ಲವೂ ವಿಫಲವಾಗಿ ಜನರು ನಗುವಂತೆ ಮುಖಭಂಗ ಮಾಡಿಕೊಂಡು ಹೋಗಿದ್ದಾನೆ. ಇವನ ಕಥೆ ಹಾಳು ಬಿದ್ದು ಹೋಗಲಿ, ಪೊಲೀಸರಿಗಾದರೂ ಬುದ್ಧಿ ಬೇಡವೇ..? bbox=[10, 237, 236, 360]
quote-icon bbox=[721, 220, 767, 260]
paragraph: ಬೆಳಿಗ್ಗೆ ಎದ್ದು ಸಿನಿಮಾ ಶೈಲಿಯಲ್ಲಿ ಒಬ್ಬ ಕುಖ್ಯಾತ ಕಳ್ಳನನ್ನು ಹಿಡಿಯುವಂತೆ, ಕೊಲೆ ಮಾಡಿದ ಕೊಲೆಗಾರನನ್ನು ಬಂಧಿಸುವಂತೆ ತನ್ನ ದರ್ಪದೊಂದಿಗೆ ಬೆಳಗಿನ ಜಾವ 6 ಗಂಟೆಗೆ ಬಂದು ಮನೆಯ ಬಾಗಿಲು ಬಡಿದು, ಪತ್ರಕರ್ತ ಸುರೇಶನನ್ನು ಹೊರಕರೆದು ಅವಮಾನ ಮಾಡಿ ಠಾಣೆಗೆ ಎಳೆದೊಯ್ದಿದ್ದಾರೆ. bbox=[10, 413, 236, 457]
edition-date: 24ನೇ ಮಾರ್ಚ್ 2026 bbox=[24, 21, 205, 46]
